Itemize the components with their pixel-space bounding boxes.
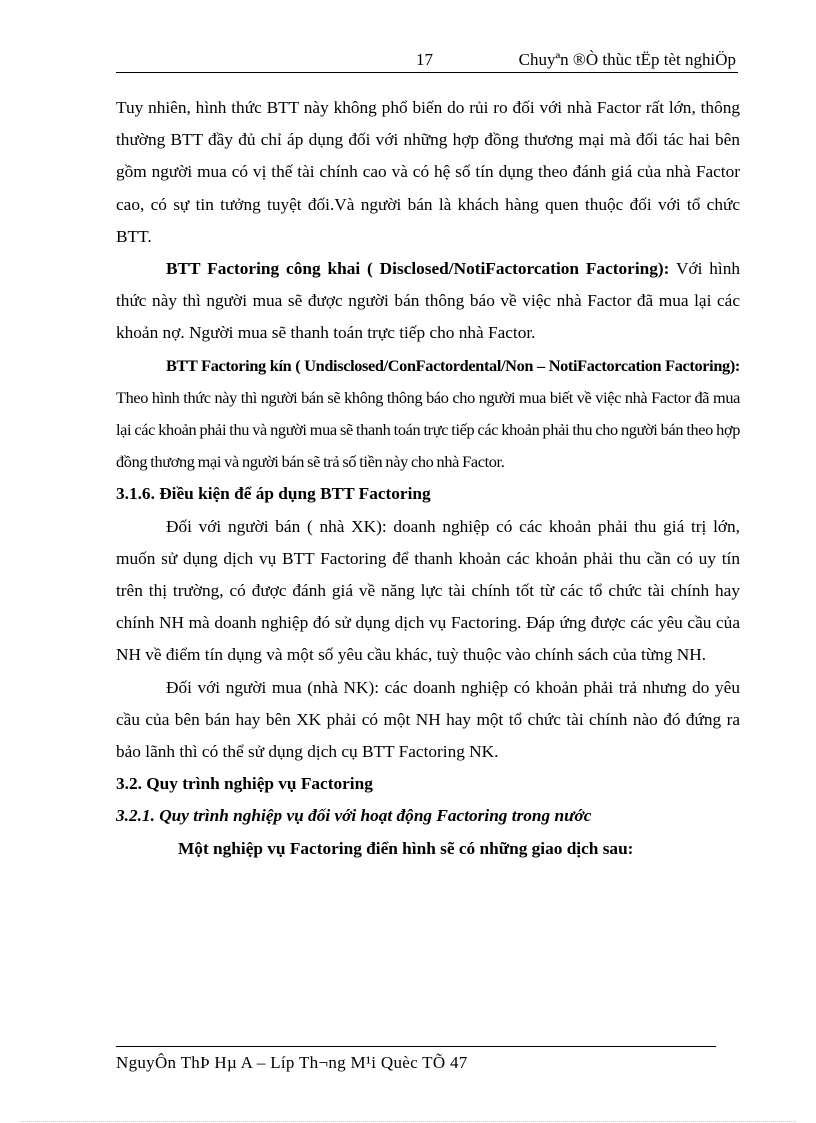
heading-3-2: 3.2. Quy trình nghiệp vụ Factoring — [116, 774, 373, 794]
document-body — [116, 92, 740, 865]
page-header — [116, 50, 738, 73]
heading-3-2-1: 3.2.1. Quy trình nghiệp vụ đối với hoạt động Factoring trong nước — [116, 806, 592, 826]
footer-divider — [116, 1046, 716, 1047]
paragraph-disclosed-factoring — [116, 253, 740, 350]
page-footer: NguyÔn ThÞ Hµ A – Líp Th¬ng M¹i Quèc TÕ 47 — [116, 1053, 468, 1072]
paragraph-typical-transactions: Một nghiệp vụ Factoring điển hình sẽ có những giao dịch sau: — [178, 838, 634, 858]
paragraph-btt-full: Tuy nhiên, hình thức BTT này không phổ biến do rủi ro đối với nhà Factor rất lớn, thông thường BTT đầy đủ chỉ áp dụng đối với những hợp đồng thương mại mà đối tác hai bên gồm người mua có vị thế tài chính cao và có hệ số tín dụng theo đánh giá của nhà Factor cao, có sự tin tưởng tuyệt đối.Và người bán là khách hàng quen thuộc đối với tổ chức BTT. — [116, 98, 740, 246]
paragraph-undisclosed-text: Theo hình thức này thì người bán sẽ không thông báo cho người mua biết về việc nhà Factor đã mua lại các khoản phải thu và người mua sẽ thanh toán trực tiếp các khoản phải thu cho người bán theo hợp đồng thương mại và người bán sẽ trả số tiền này cho nhà Factor. — [116, 387, 740, 472]
paragraph-undisclosed-factoring — [116, 350, 740, 479]
header-title: Chuyªn ®Ò thùc tËp tèt nghiÖp — [518, 50, 736, 69]
term-disclosed-factoring: BTT Factoring công khai ( Disclosed/NotiFactorcation Factoring): — [166, 259, 670, 279]
heading-3-1-6: 3.1.6. Điều kiện để áp dụng BTT Factoring — [116, 484, 431, 504]
paragraph-seller-conditions: Đối với người bán ( nhà XK): doanh nghiệp có các khoản phải thu giá trị lớn, muốn sử dụng dịch vụ BTT Factoring để thanh khoản các khoản phải thu cần có uy tín trên thị trường, có được đánh giá về năng lực tài chính tốt từ các tổ chức tài chính hay chính NH mà doanh nghiệp đó sử dụng dịch vụ Factoring. Đáp ứng được các yêu cầu của NH về điểm tín dụng và một số yêu cầu khác, tuỳ thuộc vào chính sách của từng NH. — [116, 516, 740, 665]
paragraph-buyer-conditions: Đối với người mua (nhà NK): các doanh nghiệp có khoản phải trả nhưng do yêu cầu của bên bán hay bên XK phải có một NH hay một tổ chức tài chính nào đó đứng ra bảo lãnh thì có thể sử dụng dịch cụ BTT Factoring NK. — [116, 677, 740, 762]
page-number: 17 — [416, 50, 433, 69]
term-undisclosed-factoring: BTT Factoring kín ( Undisclosed/ConFactordental/Non – NotiFactorcation Factoring): — [166, 355, 740, 375]
page-edge-divider — [20, 1121, 796, 1122]
paragraph-disclosed-text: Với hình thức này thì người mua sẽ được người bán thông báo về việc nhà Factor đã mua lại các khoản nợ. Người mua sẽ thanh toán trực tiếp cho nhà Factor. — [116, 259, 740, 343]
